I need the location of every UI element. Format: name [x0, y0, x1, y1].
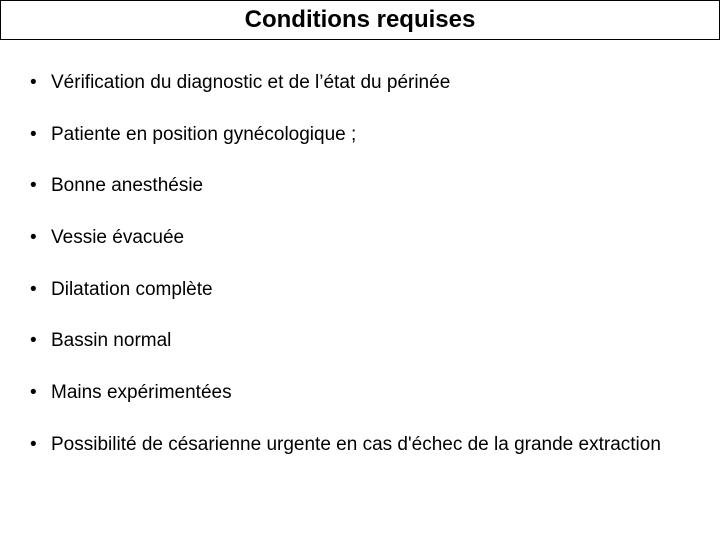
bullet-text: Vessie évacuée [51, 227, 185, 248]
bullet-icon: • [30, 227, 37, 248]
list-item [30, 73, 690, 93]
bullet-icon: • [30, 382, 37, 403]
bullet-text: Patiente en position gynécologique ; [51, 124, 357, 145]
bullet-icon: • [30, 330, 37, 351]
list-item [30, 331, 690, 351]
bullet-text: Vérification du diagnostic et de l’état du périnée [51, 72, 451, 93]
list-item [30, 176, 690, 196]
list-item [30, 125, 690, 145]
slide-title: Conditions requises [244, 6, 476, 33]
bullet-icon: • [30, 434, 37, 455]
bullet-text: Bassin normal [51, 330, 172, 351]
bullet-icon: • [30, 279, 37, 300]
bullet-text: Bonne anesthésie [51, 175, 204, 196]
list-item [30, 280, 690, 300]
list-item [30, 228, 690, 248]
bullet-icon: • [30, 175, 37, 196]
bullet-text: Possibilité de césarienne urgente en cas d'échec de la grande extraction [51, 434, 661, 455]
bullet-icon: • [30, 72, 37, 93]
list-item [30, 435, 690, 468]
bullet-text: Dilatation complète [51, 279, 213, 300]
bullet-text: Mains expérimentées [51, 382, 232, 403]
list-item [30, 383, 690, 403]
bullet-icon: • [30, 124, 37, 145]
